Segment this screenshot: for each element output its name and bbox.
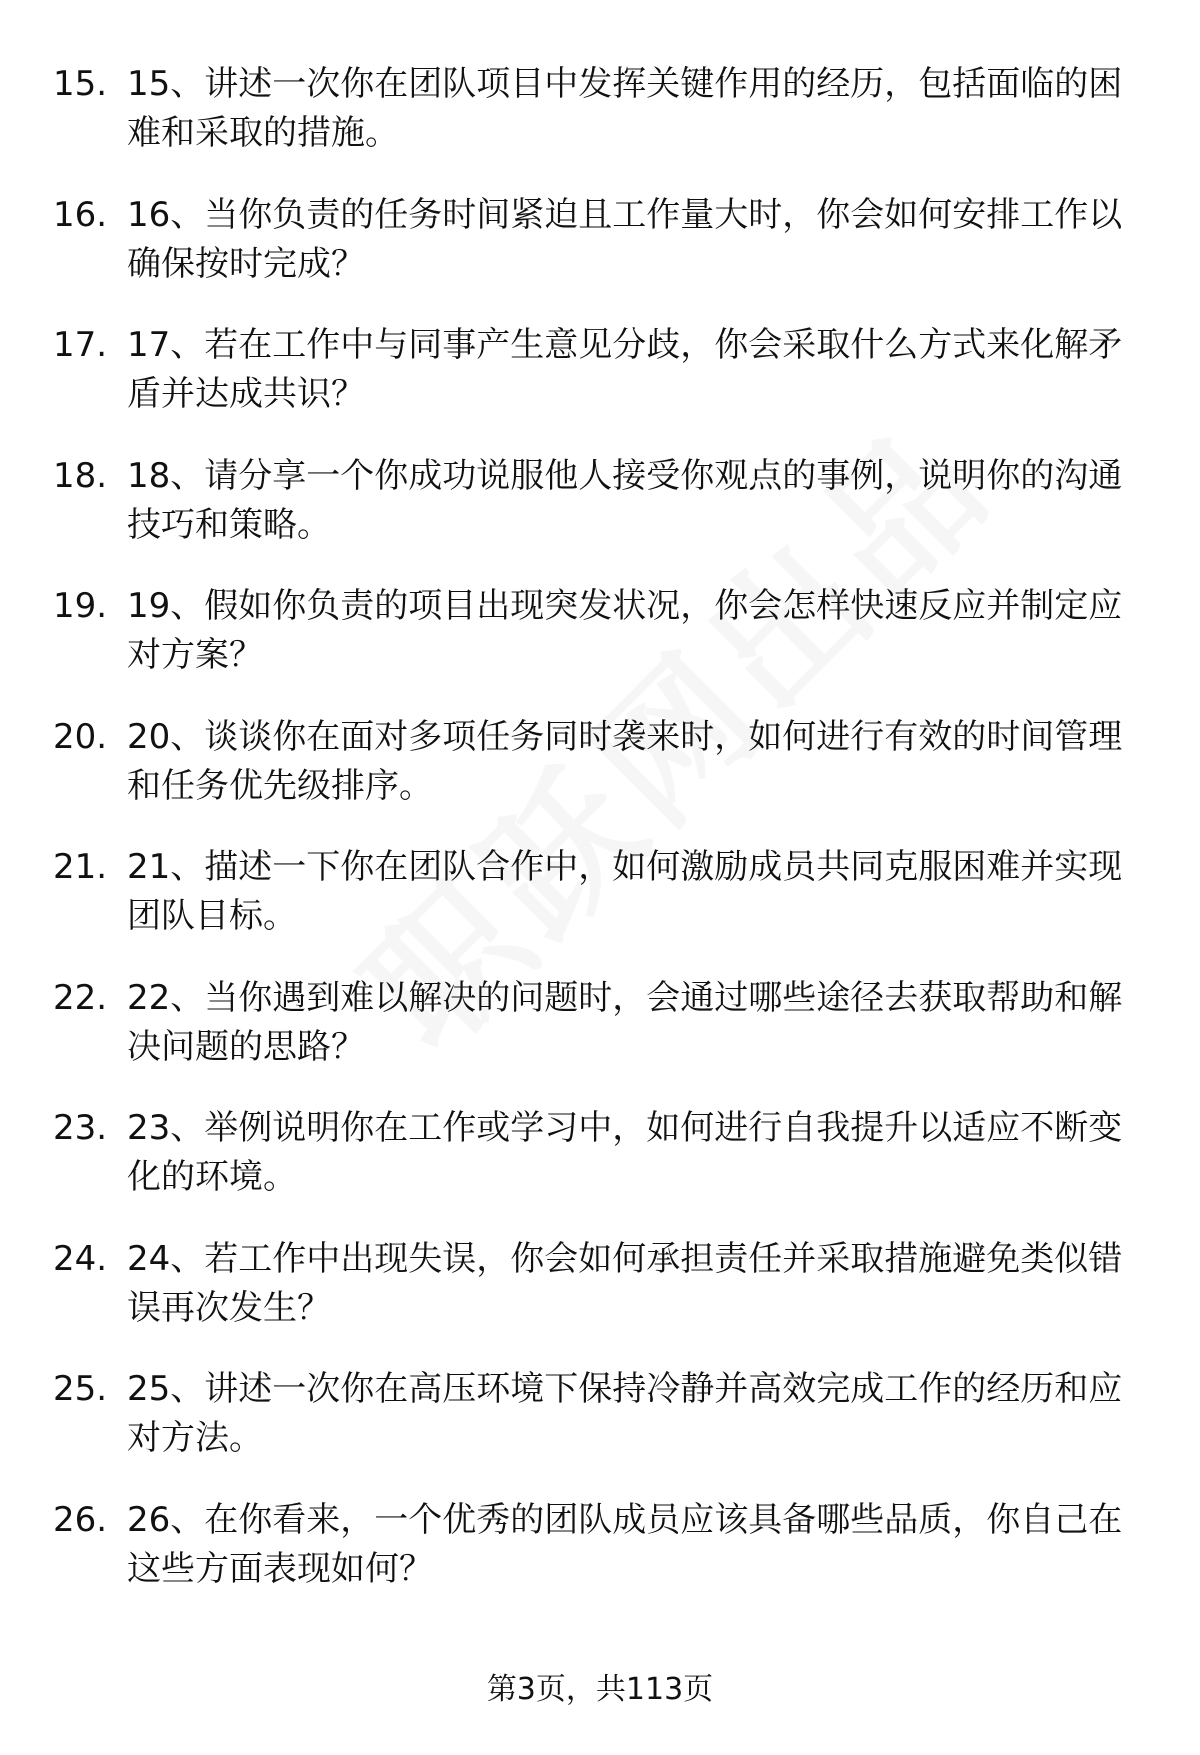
question-text: 21、描述一下你在团队合作中，如何激励成员共同克服困难并实现团队目标。 (127, 847, 1123, 936)
question-item (0, 452, 1200, 583)
question-item (0, 974, 1200, 1105)
question-number: 18. (53, 455, 108, 496)
question-number: 24. (53, 1238, 108, 1279)
question-text: 17、若在工作中与同事产生意见分歧，你会采取什么方式来化解矛盾并达成共识？ (127, 325, 1123, 414)
question-item (0, 1496, 1200, 1627)
question-item (0, 1365, 1200, 1496)
question-number: 25. (53, 1369, 108, 1409)
question-number: 22. (53, 977, 108, 1018)
question-text: 23、举例说明你在工作或学习中，如何进行自我提升以适应不断变化的环境。 (127, 1108, 1123, 1197)
question-list (0, 60, 1200, 1626)
question-item (0, 60, 1200, 191)
question-item (0, 321, 1200, 452)
page-footer: 第3页，共113页 (486, 1672, 714, 1707)
question-text: 19、假如你负责的项目出现突发状况，你会怎样快速反应并制定应对方案？ (127, 586, 1123, 675)
question-number: 26. (53, 1499, 108, 1540)
question-item (0, 1104, 1200, 1235)
question-text: 15、讲述一次你在团队项目中发挥关键作用的经历，包括面临的困难和采取的措施。 (127, 64, 1123, 153)
question-text: 18、请分享一个你成功说服他人接受你观点的事例，说明你的沟通技巧和策略。 (127, 455, 1123, 545)
question-number: 15. (53, 64, 108, 104)
question-text: 22、当你遇到难以解决的问题时，会通过哪些途径去获取帮助和解决问题的思路？ (127, 977, 1123, 1067)
question-number: 23. (53, 1108, 108, 1148)
question-item (0, 1235, 1200, 1366)
question-text: 20、谈谈你在面对多项任务同时袭来时，如何进行有效的时间管理和任务优先级排序。 (127, 716, 1123, 806)
question-number: 16. (53, 194, 108, 235)
question-item (0, 191, 1200, 322)
question-text: 26、在你看来，一个优秀的团队成员应该具备哪些品质，你自己在这些方面表现如何？ (127, 1499, 1123, 1589)
question-item (0, 713, 1200, 844)
question-number: 19. (53, 586, 108, 626)
question-number: 20. (53, 716, 108, 757)
question-item (0, 843, 1200, 974)
question-text: 25、讲述一次你在高压环境下保持冷静并高效完成工作的经历和应对方法。 (127, 1369, 1123, 1458)
question-number: 17. (53, 325, 108, 365)
question-number: 21. (53, 847, 108, 887)
question-text: 16、当你负责的任务时间紧迫且工作量大时，你会如何安排工作以确保按时完成？ (127, 194, 1123, 284)
question-item (0, 582, 1200, 713)
question-text: 24、若工作中出现失误，你会如何承担责任并采取措施避免类似错误再次发生？ (127, 1238, 1123, 1328)
